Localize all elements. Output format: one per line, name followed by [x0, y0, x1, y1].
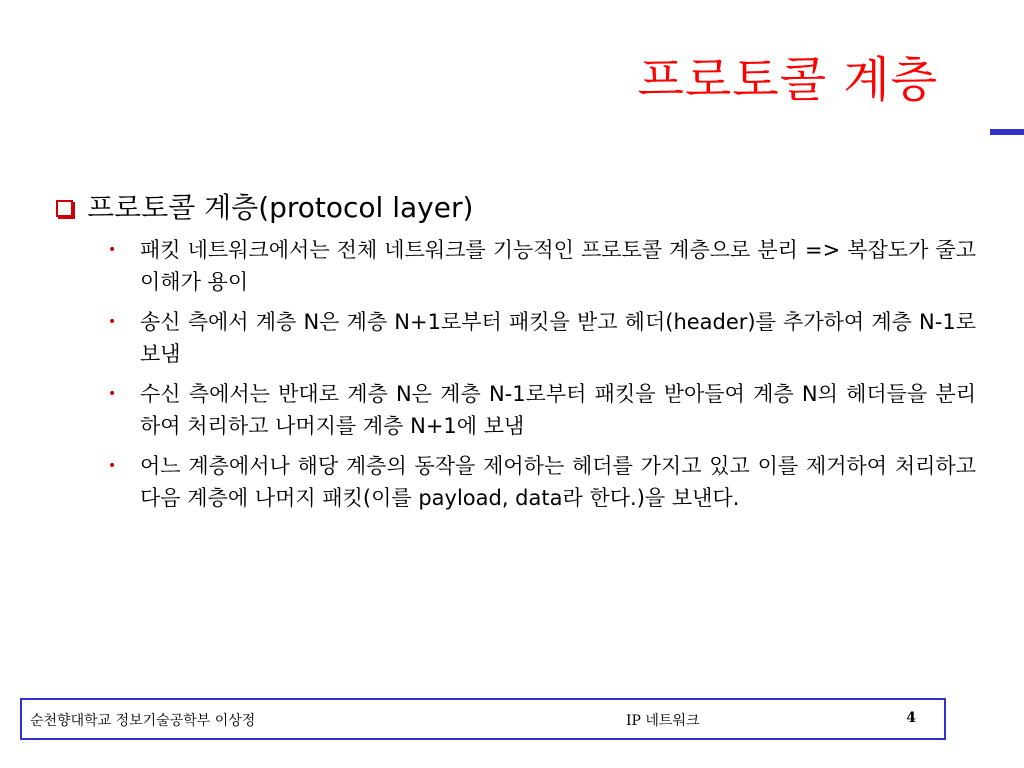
slide-title: 프로토콜 계층 [637, 52, 938, 108]
list-item-text: 어느 계층에서나 해당 계층의 동작을 제어하는 헤더를 가지고 있고 이를 제거하여 처리하고 다음 계층에 나머지 패킷(이를 payload, data라 한다.)을 보낸다. [140, 454, 976, 510]
list-item [56, 450, 976, 514]
dot-icon: • [108, 386, 117, 402]
section-heading-row [56, 188, 976, 228]
list-item [56, 306, 976, 370]
footer-affiliation: 순천향대학교 정보기술공학부 이상정 [30, 713, 256, 729]
dot-icon: • [108, 242, 117, 258]
dot-icon: • [108, 314, 117, 330]
slide-content [56, 188, 976, 522]
page-number: 4 [906, 710, 916, 726]
list-item-text: 패킷 네트워크에서는 전체 네트워크를 기능적인 프로토콜 계층으로 분리 => 복잡도가 줄고 이해가 용이 [140, 238, 976, 294]
list-item-text: 수신 측에서는 반대로 계층 N은 계층 N-1로부터 패킷을 받아들여 계층 N의 헤더들을 분리하여 처리하고 나머지를 계층 N+1에 보냄 [140, 382, 976, 438]
list-item [56, 378, 976, 442]
footer-topic: IP 네트워크 [626, 713, 700, 729]
slide-footer [20, 698, 946, 740]
section-heading: 프로토콜 계층(protocol layer) [87, 191, 474, 224]
dot-icon: • [108, 458, 117, 474]
hollow-square-icon [56, 200, 73, 217]
list-item [56, 234, 976, 298]
bullet-list [56, 234, 976, 514]
list-item-text: 송신 측에서 계층 N은 계층 N+1로부터 패킷을 받고 헤더(header)를 추가하여 계층 N-1로 보냄 [140, 310, 976, 366]
title-underline [990, 129, 1024, 135]
